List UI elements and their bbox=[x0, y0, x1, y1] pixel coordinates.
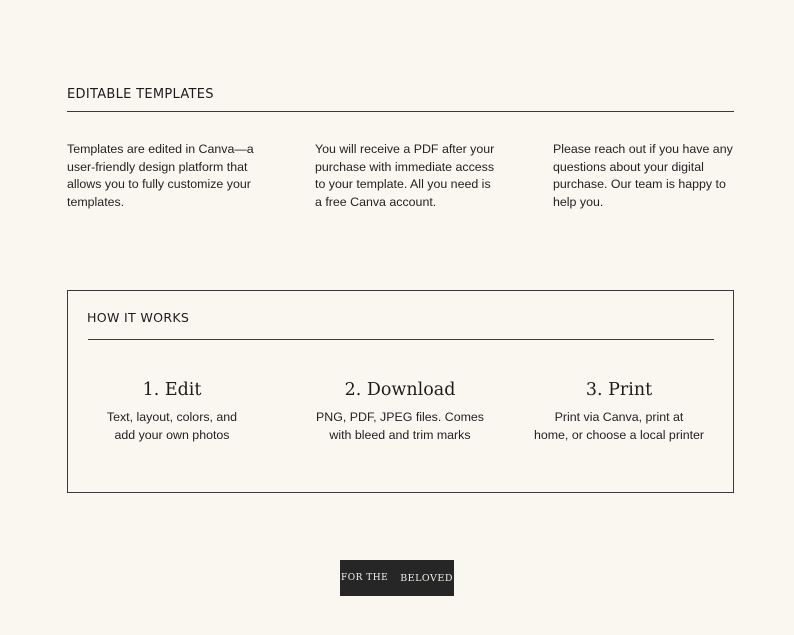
step-edit bbox=[72, 380, 272, 444]
step-description: Text, layout, colors, and add your own photos bbox=[106, 410, 238, 442]
step-print bbox=[519, 380, 719, 444]
info-column-pdf: You will receive a PDF after your purchase with immediate access to your template. All you need is a free Canva account. bbox=[315, 142, 495, 209]
brand-logo-part1: FOR THE bbox=[341, 573, 389, 583]
step-download bbox=[300, 380, 500, 444]
how-it-works-box bbox=[67, 290, 734, 493]
info-column-templates: Templates are edited in Canva—a user-friendly design platform that allows you to fully customize your templates. bbox=[67, 142, 254, 209]
how-it-works-title: HOW IT WORKS bbox=[87, 310, 190, 325]
section-divider bbox=[67, 111, 734, 112]
step-title: 2. Download bbox=[344, 380, 456, 400]
how-it-works-divider bbox=[88, 339, 714, 340]
step-title: 1. Edit bbox=[142, 380, 202, 400]
brand-logo bbox=[340, 560, 454, 596]
step-description: PNG, PDF, JPEG files. Comes with bleed and trim marks bbox=[316, 410, 484, 442]
info-column-contact: Please reach out if you have any questions about your digital purchase. Our team is happy to help you. bbox=[553, 142, 733, 209]
step-title: 3. Print bbox=[585, 380, 653, 400]
section-title: EDITABLE TEMPLATES bbox=[67, 87, 214, 102]
brand-logo-part2: BELOVED bbox=[400, 572, 453, 584]
step-description: Print via Canva, print at home, or choose a local printer bbox=[533, 410, 705, 442]
